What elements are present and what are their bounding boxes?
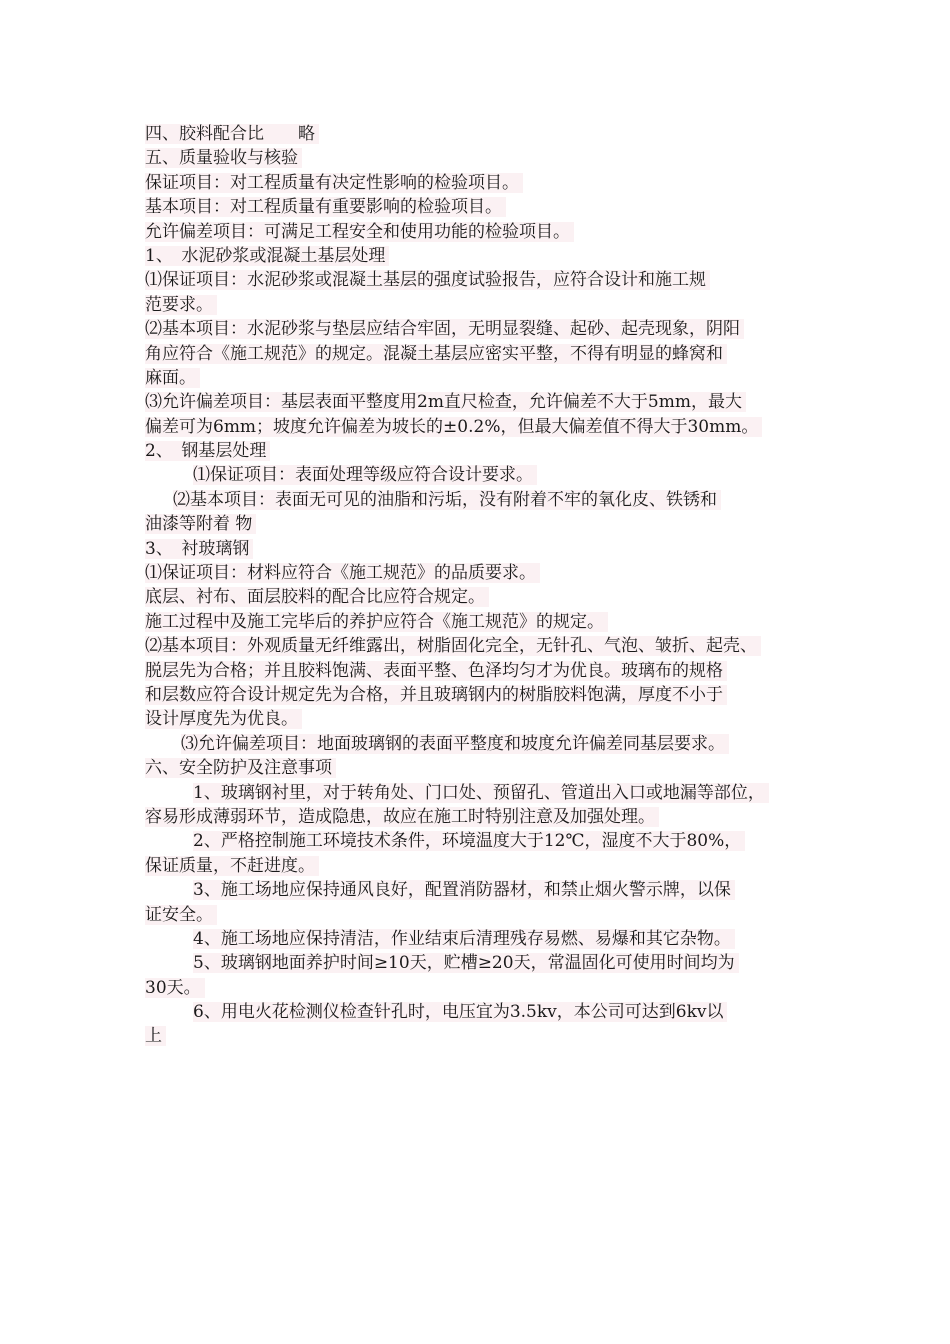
text-line	[145, 903, 825, 927]
text-line	[145, 561, 825, 585]
text-line-content: 30天。	[145, 978, 205, 998]
text-line	[145, 732, 825, 756]
text-line	[145, 781, 825, 805]
text-line	[145, 268, 825, 292]
text-line	[145, 488, 825, 512]
text-line-content: 和层数应符合设计规定先为合格，并且玻璃钢内的树脂胶料饱满，厚度不小于	[145, 685, 727, 705]
text-line-content: 四、胶料配合比 略	[145, 124, 319, 144]
text-line	[145, 951, 825, 975]
text-line-content: 麻面。	[145, 368, 200, 388]
text-line	[145, 854, 825, 878]
text-line-content: 范要求。	[145, 295, 217, 315]
text-line	[145, 585, 825, 609]
text-line-content: 脱层先为合格；并且胶料饱满、表面平整、色泽均匀才为优良。玻璃布的规格	[145, 661, 727, 681]
text-line-content: 容易形成薄弱环节，造成隐患，故应在施工时特别注意及加强处理。	[145, 807, 659, 827]
text-line-content: 1、 水泥砂浆或混凝土基层处理	[145, 246, 389, 266]
text-line	[145, 195, 825, 219]
text-line-content: 保证质量，不赶进度。	[145, 856, 319, 876]
text-line	[145, 976, 825, 1000]
text-line-content: 允许偏差项目：可满足工程安全和使用功能的检验项目。	[145, 222, 574, 242]
text-line	[145, 244, 825, 268]
text-line	[145, 293, 825, 317]
text-line-content: 设计厚度先为优良。	[145, 709, 302, 729]
text-line	[145, 1000, 825, 1024]
text-line-content: 3、 衬玻璃钢	[145, 539, 253, 559]
text-line-content: 2、 钢基层处理	[145, 441, 270, 461]
text-line	[145, 756, 825, 780]
text-line-content: ⑵基本项目：外观质量无纤维露出，树脂固化完全，无针孔、气泡、皱折、起壳、	[145, 636, 761, 656]
text-line	[145, 171, 825, 195]
text-line	[145, 878, 825, 902]
text-line-content: 基本项目：对工程质量有重要影响的检验项目。	[145, 197, 506, 217]
text-line	[145, 415, 825, 439]
text-line-content: 6、用电火花检测仪检查针孔时，电压宜为3.5kv，本公司可达到6kv以	[193, 1002, 727, 1022]
text-line	[145, 805, 825, 829]
text-line-content: ⑶允许偏差项目：地面玻璃钢的表面平整度和坡度允许偏差同基层要求。	[181, 734, 729, 754]
text-line	[145, 537, 825, 561]
text-line	[145, 342, 825, 366]
text-line	[145, 439, 825, 463]
text-line-content: 3、施工场地应保持通风良好，配置消防器材，和禁止烟火警示牌，以保	[193, 880, 735, 900]
text-line-content: ⑵基本项目：水泥砂浆与垫层应结合牢固，无明显裂缝、起砂、起壳现象，阴阳	[145, 319, 744, 339]
text-line-content: 5、玻璃钢地面养护时间≥10天，贮槽≥20天，常温固化可使用时间均为	[193, 953, 739, 973]
text-line	[145, 610, 825, 634]
text-line-content: ⑴保证项目：水泥砂浆或混凝土基层的强度试验报告，应符合设计和施工规	[145, 270, 710, 290]
text-line	[145, 122, 825, 146]
text-line-content: 角应符合《施工规范》的规定。混凝土基层应密实平整，不得有明显的蜂窝和	[145, 344, 727, 364]
text-line-content: ⑶允许偏差项目：基层表面平整度用2m直尺检查，允许偏差不大于5mm，最大	[145, 392, 746, 412]
text-line-content: ⑴保证项目：表面处理等级应符合设计要求。	[193, 465, 537, 485]
text-line	[145, 659, 825, 683]
text-line-content: 底层、衬布、面层胶料的配合比应符合规定。	[145, 587, 489, 607]
text-line	[145, 634, 825, 658]
text-line	[145, 1024, 825, 1048]
text-line-content: 上	[145, 1026, 166, 1046]
document-page	[145, 122, 825, 1049]
text-line	[145, 512, 825, 536]
text-line-content: ⑵基本项目：表面无可见的油脂和污垢，没有附着不牢的氧化皮、铁锈和	[173, 490, 721, 510]
text-line	[145, 220, 825, 244]
text-line	[145, 707, 825, 731]
text-line	[145, 829, 825, 853]
text-line-content: 2、严格控制施工环境技术条件，环境温度大于12℃，湿度不大于80%，	[193, 831, 745, 851]
text-line-content: 六、安全防护及注意事项	[145, 758, 336, 778]
text-line	[145, 927, 825, 951]
text-line-content: 1、玻璃钢衬里，对于转角处、门口处、预留孔、管道出入口或地漏等部位，	[193, 783, 769, 803]
text-line-content: 偏差可为6mm；坡度允许偏差为坡长的±0.2%，但最大偏差值不得大于30mm。	[145, 417, 762, 437]
text-line	[145, 366, 825, 390]
text-line-content: 4、施工场地应保持清洁，作业结束后清理残存易燃、易爆和其它杂物。	[193, 929, 735, 949]
text-line	[145, 390, 825, 414]
text-line-content: 油漆等附着 物	[145, 514, 256, 534]
text-line	[145, 146, 825, 170]
text-line-content: 施工过程中及施工完毕后的养护应符合《施工规范》的规定。	[145, 612, 608, 632]
text-line-content: 证安全。	[145, 905, 217, 925]
text-line	[145, 317, 825, 341]
text-line-content: ⑴保证项目：材料应符合《施工规范》的品质要求。	[145, 563, 540, 583]
text-line-content: 五、质量验收与核验	[145, 148, 302, 168]
text-line	[145, 683, 825, 707]
text-line	[145, 463, 825, 487]
text-line-content: 保证项目：对工程质量有决定性影响的检验项目。	[145, 173, 523, 193]
